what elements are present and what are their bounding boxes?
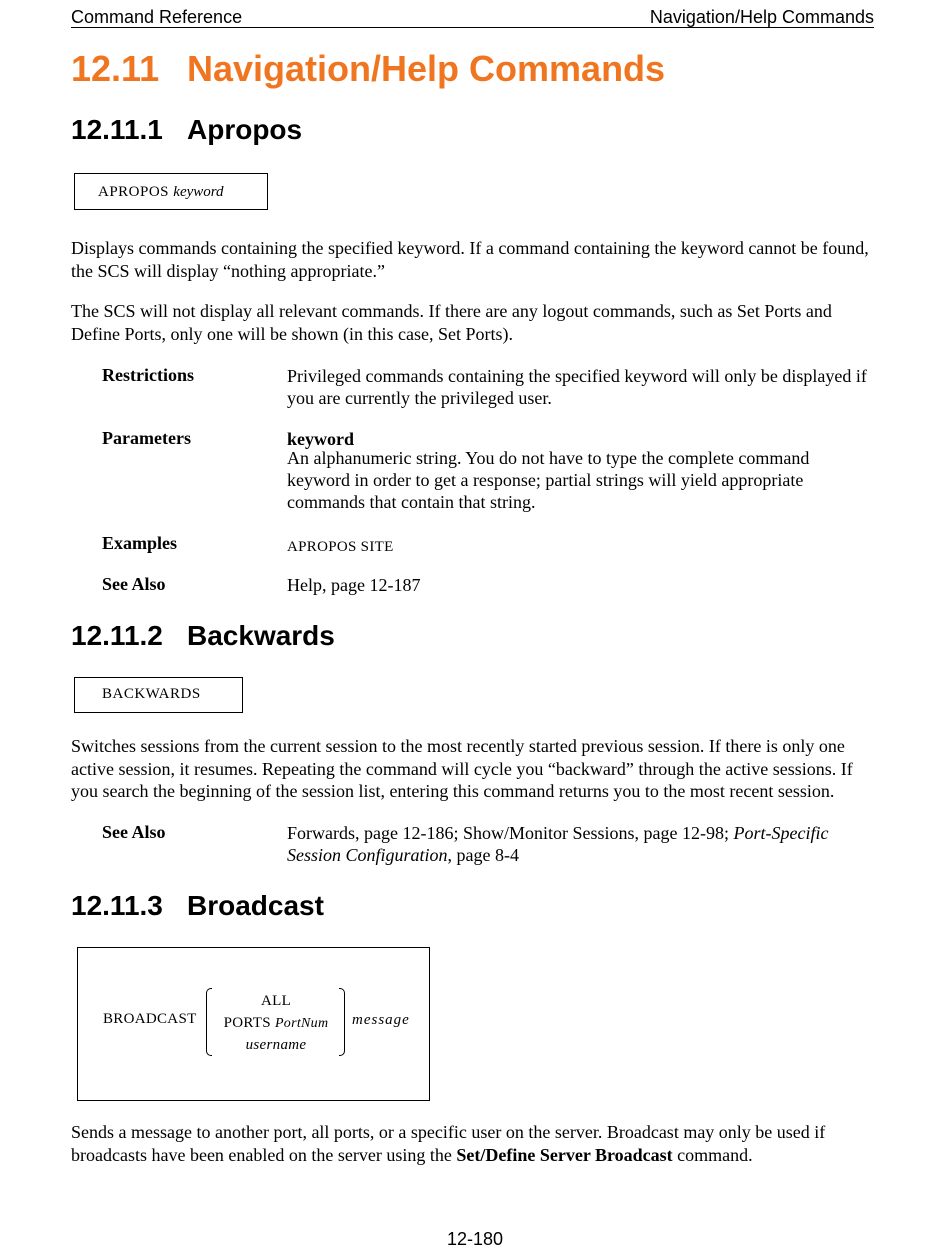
apropos-note: The SCS will not display all relevant commands. If there are any logout commands, such as Set Ports and Define Ports, only one will be shown (in this case, Set Ports).	[71, 301, 832, 344]
syntax-argument: message	[352, 1012, 410, 1028]
syntax-command: APROPOS	[98, 184, 170, 200]
example-command: APROPOS SITE	[287, 539, 394, 555]
syntax-command: BACKWARDS	[102, 686, 201, 702]
option-username: username	[245, 1037, 307, 1053]
backwards-description: Switches sessions from the current session to the most recently started previous session. If there is only one active session, it resumes. Repeating the command will cycle you “backward” through the active sessions. If you search the beginning of the session list, entering this command returns you to the most recent session.	[71, 736, 853, 801]
broadcast-description-tail: command.	[672, 1144, 753, 1165]
section-heading-broadcast	[71, 890, 324, 922]
parameters-label: Parameters	[102, 428, 191, 448]
page-number: 12-180	[446, 1229, 504, 1249]
restrictions-text: Privileged commands containing the specified keyword will only be displayed if you are currently the privileged user.	[287, 366, 867, 408]
chapter-heading	[71, 48, 665, 90]
section-number: 12.11.1	[71, 114, 163, 145]
parameter-name: keyword	[287, 429, 354, 449]
running-header-left: Command Reference	[71, 7, 243, 27]
syntax-box-backwards	[74, 677, 243, 713]
chapter-number: 12.11	[71, 48, 160, 89]
section-title: Backwards	[187, 620, 335, 651]
see-also-label: See Also	[102, 822, 166, 842]
chapter-title: Navigation/Help Commands	[187, 48, 666, 89]
see-also-text: Help, page 12-187	[287, 575, 421, 595]
section-heading-backwards	[71, 620, 335, 652]
see-also-text	[287, 822, 877, 866]
section-heading-apropos	[71, 114, 302, 146]
option-all: ALL	[260, 993, 292, 1009]
see-also-refs: Forwards, page 12-186; Show/Monitor Sessions, page 12-98;	[287, 823, 734, 843]
examples-label: Examples	[102, 533, 178, 553]
see-also-label: See Also	[102, 574, 166, 594]
see-also-page: , page 8-4	[447, 845, 519, 865]
header-rule	[71, 27, 874, 28]
option-ports-keyword: PORTS	[223, 1015, 271, 1031]
running-header-right: Navigation/Help Commands	[649, 7, 874, 27]
section-title: Broadcast	[187, 890, 324, 921]
broadcast-command-ref: Set/Define Server Broadcast	[456, 1144, 673, 1165]
syntax-box-apropos	[74, 173, 268, 210]
broadcast-description	[71, 1121, 881, 1166]
option-ports	[214, 1015, 338, 1032]
see-also-chapter-ref: Port-Specific Session Configuration	[287, 823, 829, 865]
apropos-description: Displays commands containing the specified keyword. If a command containing the keyword cannot be found, the SCS will display “nothing appropriate.”	[71, 238, 869, 281]
restrictions-label: Restrictions	[102, 365, 194, 385]
broadcast-description-text: Sends a message to another port, all ports, or a specific user on the server. Broadcast may only be used if broadcasts have been enabled on the server using the	[71, 1122, 826, 1165]
left-brace	[206, 988, 212, 1056]
syntax-command: BROADCAST	[103, 1011, 197, 1027]
right-brace	[339, 988, 345, 1056]
section-number: 12.11.2	[71, 620, 163, 651]
section-number: 12.11.3	[71, 890, 163, 921]
section-title: Apropos	[187, 114, 303, 145]
parameter-description: An alphanumeric string. You do not have to type the complete command keyword in order to get a response; partial strings will yield appropriate commands that contain that string.	[287, 448, 810, 512]
syntax-argument: keyword	[173, 184, 224, 200]
option-portnum: PortNum	[274, 1016, 329, 1031]
